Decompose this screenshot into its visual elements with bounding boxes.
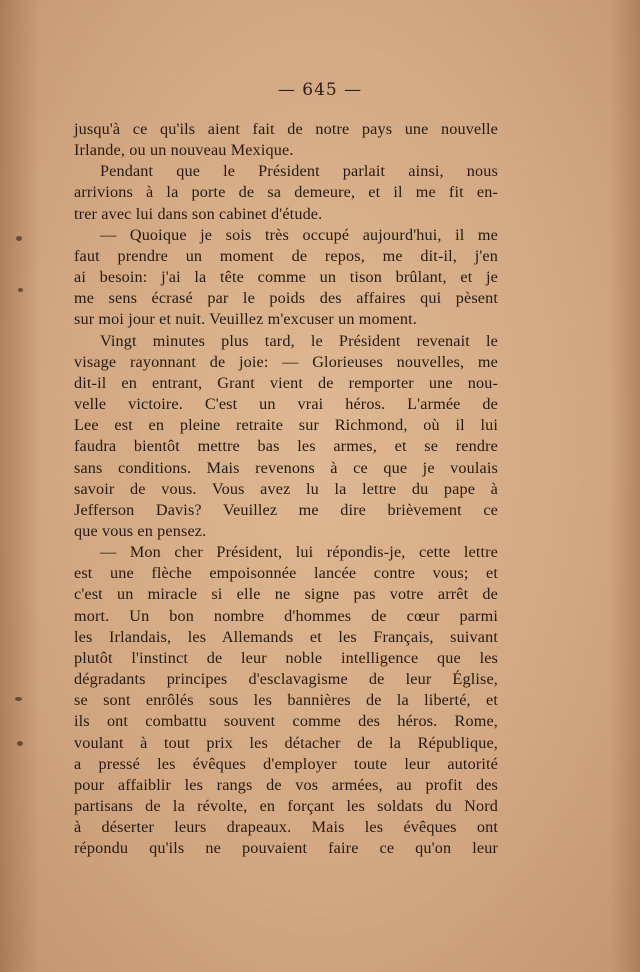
text-line: pour affaiblir les rangs de vos armées, au profit des bbox=[74, 775, 498, 794]
text-line: faut prendre un moment de repos, me dit-il, j'en bbox=[74, 246, 498, 265]
page-edge-shadow-left bbox=[0, 0, 40, 972]
text-line: que vous en pensez. bbox=[74, 521, 207, 540]
foxing-spot bbox=[17, 741, 23, 746]
text-line: ils ont combattu souvent comme des héros. Rome, bbox=[74, 712, 498, 731]
foxing-spot bbox=[16, 236, 22, 241]
text-line: répondu qu'ils ne pouvaient faire ce qu'on leur bbox=[74, 839, 498, 858]
text-line: Vingt minutes plus tard, le Président revenait le bbox=[100, 331, 498, 350]
text-line: — Mon cher Président, lui répondis-je, cette lettre bbox=[100, 543, 498, 562]
text-line: me sens écrasé par le poids des affaires qui pèsent bbox=[74, 289, 498, 308]
text-line: mort. Un bon nombre d'hommes de cœur parmi bbox=[74, 606, 498, 625]
text-line: a pressé les évêques d'employer toute leur autorité bbox=[74, 754, 498, 773]
foxing-spot bbox=[18, 288, 23, 292]
text-line: plutôt l'instinct de leur noble intelligence que les bbox=[74, 648, 498, 667]
text-line: partisans de la révolte, en forçant les soldats du Nord bbox=[74, 797, 498, 815]
text-line: Lee est en pleine retraite sur Richmond, où il lui bbox=[74, 416, 498, 435]
page-edge-shadow-right bbox=[610, 0, 640, 972]
text-line: est une flèche empoisonnée lancée contre vous; et bbox=[74, 564, 498, 583]
text-line: — Quoique je sois très occupé aujourd'hui, il me bbox=[100, 225, 498, 244]
text-line: Jefferson Davis? Veuillez me dire brièvement ce bbox=[74, 500, 498, 519]
text-line: arrivions à la porte de sa demeure, et il me fit en- bbox=[74, 183, 498, 202]
text-line: Irlande, ou un nouveau Mexique. bbox=[74, 141, 294, 160]
text-line: Pendant que le Président parlait ainsi, nous bbox=[100, 162, 498, 181]
text-line: les Irlandais, les Allemands et les Français, suivant bbox=[74, 627, 498, 646]
body-text bbox=[74, 119, 498, 859]
text-line: jusqu'à ce qu'ils aient fait de notre pays une nouvelle bbox=[74, 120, 498, 138]
text-line: ai besoin: j'ai la tête comme un tison brûlant, et je bbox=[74, 268, 498, 287]
text-line: dit-il en entrant, Grant vient de remporter une nou- bbox=[74, 373, 498, 392]
text-line: sans conditions. Mais revenons à ce que je voulais bbox=[74, 458, 498, 477]
text-line: savoir de vous. Vous avez lu la lettre du pape à bbox=[74, 479, 498, 498]
text-line: visage rayonnant de joie: — Glorieuses nouvelles, me bbox=[74, 352, 498, 371]
text-line: à déserter leurs drapeaux. Mais les évêques ont bbox=[74, 818, 498, 837]
text-line: se sont enrôlés sous les bannières de la liberté, et bbox=[74, 691, 498, 710]
text-line: trer avec lui dans son cabinet d'étude. bbox=[74, 204, 323, 223]
text-line: voulant à tout prix les détacher de la République, bbox=[74, 733, 498, 752]
text-line: c'est un miracle si elle ne signe pas votre arrêt de bbox=[74, 585, 498, 604]
text-line: dégradants principes d'esclavagisme de leur Église, bbox=[74, 670, 498, 689]
foxing-spot bbox=[15, 697, 22, 701]
page-number: — 645 — bbox=[277, 80, 363, 100]
text-line: faudra bientôt mettre bas les armes, et se rendre bbox=[74, 437, 498, 456]
text-line: sur moi jour et nuit. Veuillez m'excuser un moment. bbox=[74, 310, 417, 329]
text-line: velle victoire. C'est un vrai héros. L'armée de bbox=[74, 395, 498, 414]
